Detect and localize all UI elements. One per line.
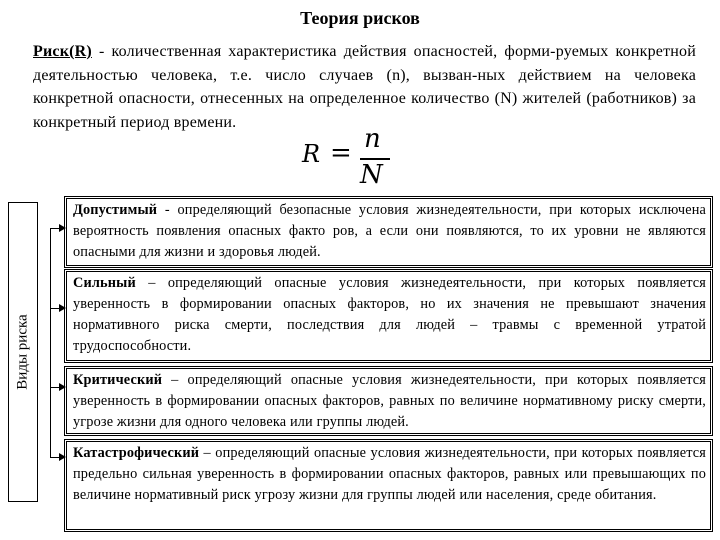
risk-type-box-critical (66, 368, 711, 434)
connector-branch-2 (50, 308, 59, 309)
risk-type-term: Допустимый (73, 202, 158, 218)
risk-definition (33, 40, 696, 135)
risk-type-term: Сильный (73, 275, 136, 291)
definition-text: - количественная характеристика действия опасностей, форми-руемых конкретной деятельностью человека, т.е. число случаев (n), вызван-ных действием на человека конкретной опасности, отнесенных на определенное количество (N) жителей (работников) за конкретный период времени. (33, 43, 696, 132)
risk-type-box-permissible (66, 198, 711, 266)
connector-branch-3 (50, 387, 59, 388)
arrow-icon (59, 453, 66, 461)
risk-type-box-catastrophic (66, 441, 711, 530)
risk-type-box-strong (66, 271, 711, 361)
risk-formula (300, 124, 400, 194)
definition-term: Риск(R) (33, 43, 92, 60)
connector-branch-4 (50, 457, 59, 458)
connector-branch-1 (50, 228, 59, 229)
arrow-icon (59, 224, 66, 232)
risk-type-text: – определяющий опасные условия жизнедеятельности, при которых появляется уверенность в формировании опасных факторов, но их значения не превышают значения нормативного риска смерти, последствия для людей – травмы с временной утратой трудоспособности. (73, 275, 706, 354)
risk-type-text: – определяющий опасные условия жизнедеятельности, при которых появляется уверенность в формировании опасных факторов, равных по величине нормативному риску смерти, угрозе жизни для одного человека или группы людей. (73, 372, 706, 430)
formula-lhs: R (302, 140, 321, 168)
formula-denominator: N (360, 160, 383, 190)
formula-numerator: n (364, 124, 381, 154)
risk-type-text: - определяющий безопасные условия жизнедеятельности, при которых исключена вероятность появления опасных факто ров, а если они появляются, то их уровни не являются опасными для жизни и здоровья людей. (73, 202, 706, 260)
arrow-icon (59, 383, 66, 391)
formula-equals: = (330, 138, 352, 168)
risk-type-text: – определяющий опасные условия жизнедеятельности, при которых появляется предельно сильная уверенность в формировании опасных факторов, равных или превышающих по величине нормативный риск угрозу жизни для группы людей или населения, среде обитания. (73, 445, 706, 503)
risk-type-term: Критический (73, 372, 163, 388)
connector-trunk (50, 228, 51, 457)
page-title: Теория рисков (300, 8, 420, 28)
arrow-icon (59, 304, 66, 312)
sidebar-label: Виды риска (14, 314, 31, 390)
risk-type-term: Катастрофический (73, 445, 200, 461)
